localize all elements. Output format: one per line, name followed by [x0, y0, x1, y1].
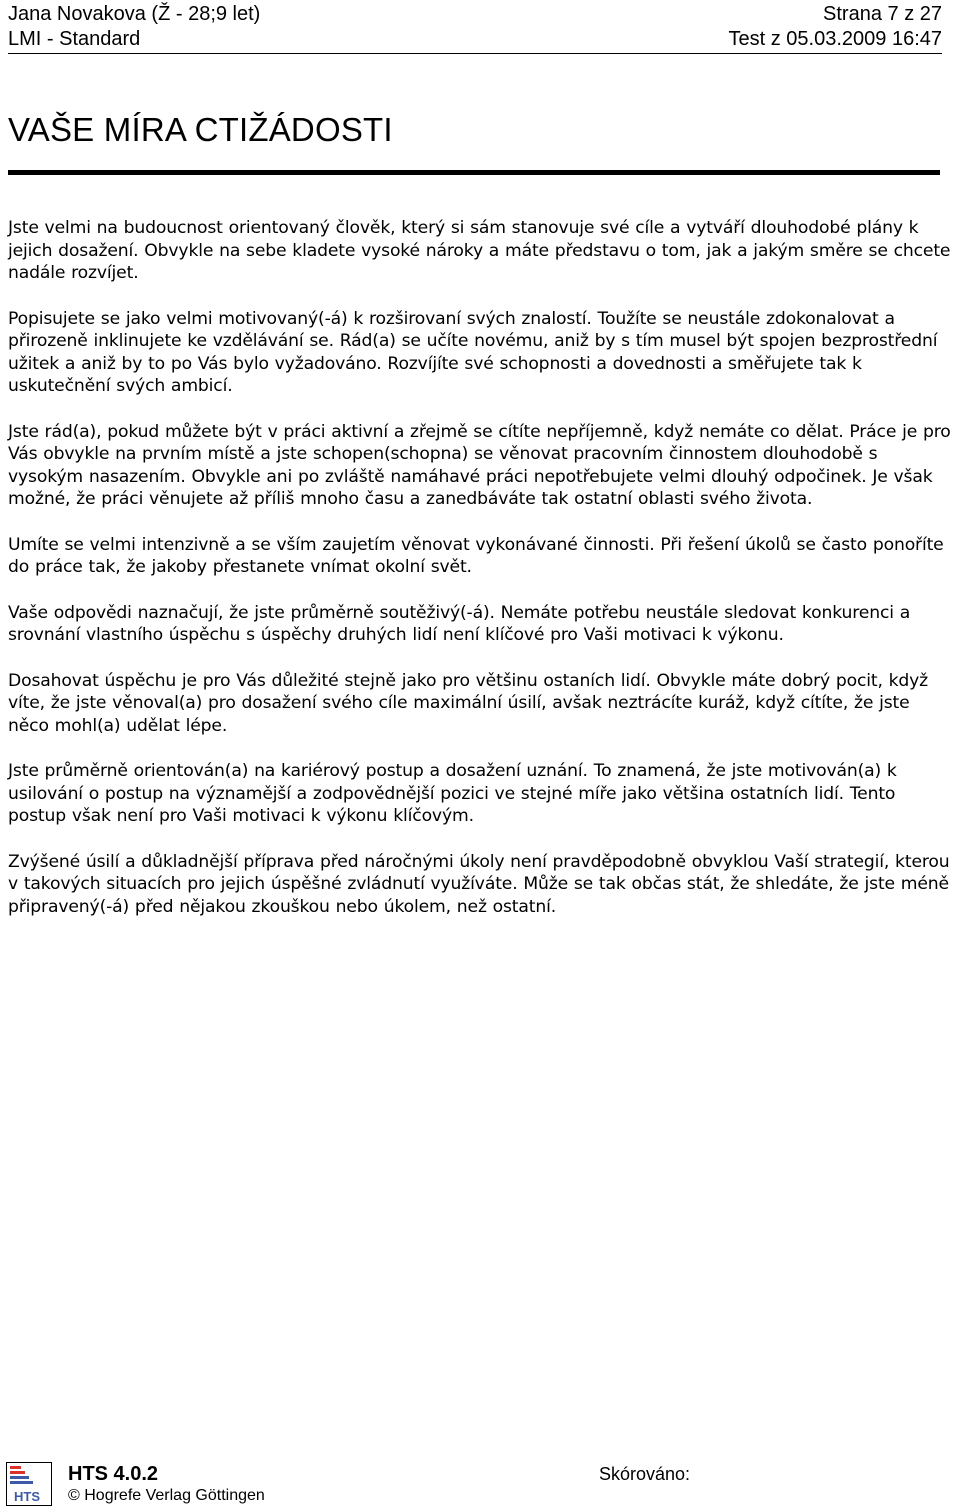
norm-label: LMI - Standard — [8, 28, 141, 50]
scored-label: Skórováno: — [599, 1464, 691, 1484]
page-footer — [0, 1458, 960, 1508]
logo-text: HTS — [14, 1489, 40, 1504]
title-divider — [8, 170, 940, 175]
paragraph: Vaše odpovědi naznačují, že jste průměrně soutěživý(-á). Nemáte potřebu neustále sledovat konkurenci a srovnání vlastního úspěchu s úspěchy druhých lidí není klíčové pro Vaši motivaci k výkonu. — [8, 602, 911, 645]
page-title: VAŠE MÍRA CTIŽÁDOSTI — [8, 111, 393, 148]
logo-bar-red-2 — [10, 1471, 25, 1474]
paragraph: Jste průměrně orientován(a) na kariérový postup a dosažení uznání. To znamená, že jste motivován(a) k usilování o postup na významější a zodpovědnější pozici ve stejné míře jako většina ostatních lidí. Tento postup však není pro Vaši motivaci k výkonu klíčovým. — [8, 761, 897, 826]
header-row-1 — [8, 2, 942, 27]
logo-bar-blue-1 — [10, 1476, 29, 1479]
paragraph: Umíte se velmi intenzivně a se vším zaujetím věnovat vykonávané činnosti. Při řešení úkolů se často ponoříte do práce tak, že jakoby přestanete vnímat okolní svět. — [8, 534, 944, 577]
paragraph: Popisujete se jako velmi motivovaný(-á) k rozširovaní svých znalostí. Toužíte se neustále zdokonalovat a přirozeně inklinujete ke vzdělávání se. Rád(a) se učíte novému, aniž by s tím musel být spojen bezprostřední užitek a aniž by to po Vás bylo vyžadováno. Rozvíjíte své schopnosti a dovednosti a směřujete tak k uskutečnění svých ambicí. — [8, 308, 938, 396]
paragraph: Dosahovat úspěchu je pro Vás důležité stejně jako pro většinu ostaních lidí. Obvykle máte dobrý pocit, když víte, že jste věnoval(a) pro dosažení svého cíle maximální úsilí, avšak neztrácíte kuráž, když cítíte, že jste něco mohl(a) udělat lépe. — [8, 670, 929, 736]
logo-bar-red-1 — [10, 1466, 21, 1469]
paragraph: Jste velmi na budoucnost orientovaný člověk, který si sám stanovuje své cíle a vytváří dlouhodobé plány k jejich dosažení. Obvykle na sebe kladete vysoké nároky a máte představu o tom, jak a jakým směre se chcete nadále rozvíjet. — [8, 218, 951, 283]
paragraph: Jste rád(a), pokud můžete být v práci aktivní a zřejmě se cítíte nepříjemně, když nemáte co dělat. Práce je pro Vás obvykle na prvním místě a jste schopen(schopna) se věnovat pracovním činnostem dlouhodobě s vysokým nasazením. Obvykle ani po zvláště namáhavé práci nepotřebujete velmi dlouhý odpočinek. Je však možné, že práci věnujete až příliš mnoho času a zanedbáváte tak ostatní oblasti svého života. — [8, 421, 951, 509]
copyright-notice: © Hogrefe Verlag Göttingen — [68, 1487, 265, 1504]
logo-bar-blue-2 — [10, 1481, 33, 1484]
report-body — [8, 217, 952, 941]
page-number: Strana 7 z 27 — [823, 3, 942, 25]
test-date: Test z 05.03.2009 16:47 — [728, 28, 942, 50]
hts-logo-icon — [6, 1462, 52, 1506]
respondent-name: Jana Novakova (Ž - 28;9 let) — [8, 3, 261, 25]
product-version: HTS 4.0.2 — [68, 1463, 159, 1485]
page-header — [8, 2, 942, 52]
header-row-2 — [8, 27, 942, 52]
header-divider — [8, 53, 942, 54]
paragraph: Zvýšené úsilí a důkladnější příprava před náročnými úkoly není pravděpodobně obvyklou Vaší strategií, kterou v takových situacích pro jejich úspěšné zvládnutí využíváte. Může se tak občas stát, že shledáte, že jste méně připravený(-á) před nějakou zkouškou nebo úkolem, než ostatní. — [8, 851, 950, 917]
